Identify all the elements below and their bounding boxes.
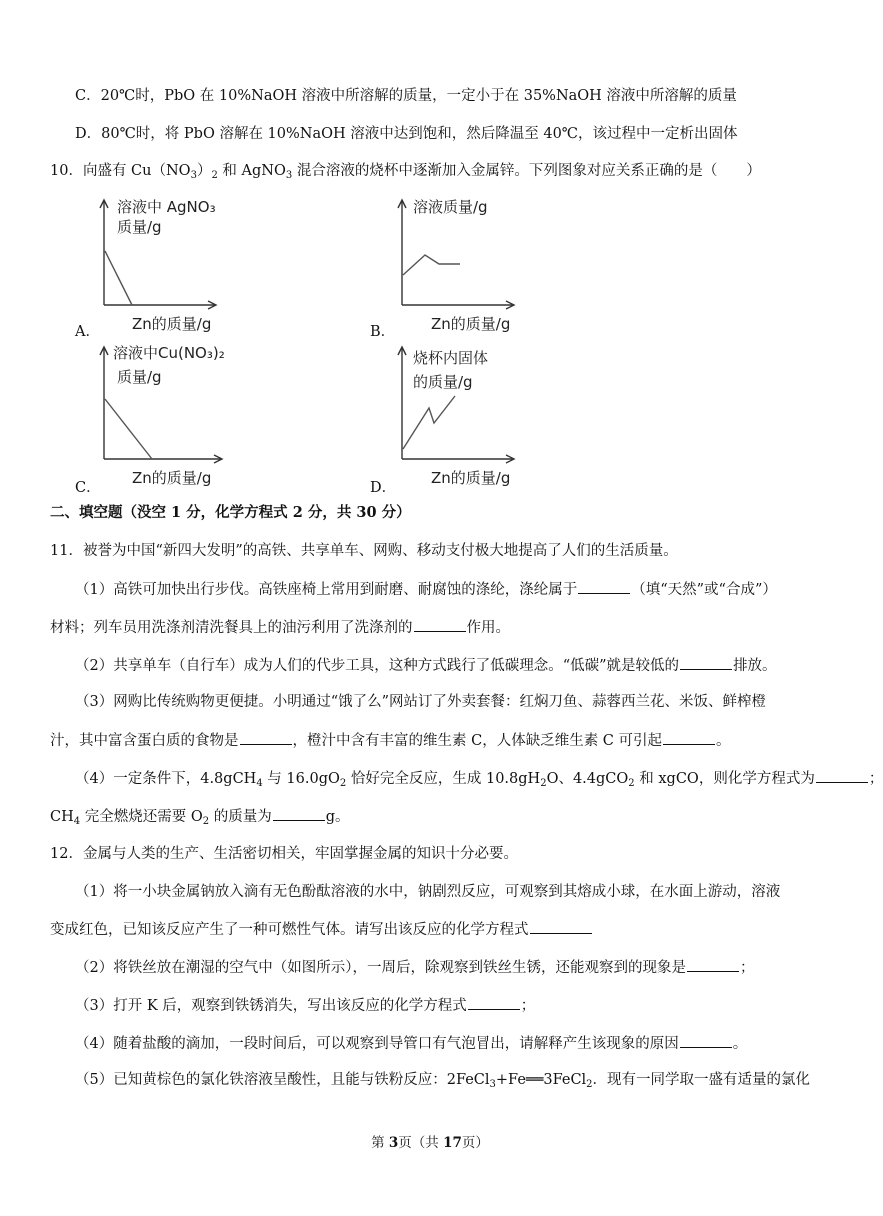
y-axis-label-unit: 的质量/g <box>413 373 473 391</box>
page-total: 17 <box>443 1135 462 1151</box>
page-footer: 第 3页（共 17页） <box>371 1135 489 1151</box>
q11-part3-line1: （3）网购比传统购物更便捷。小明通过“饿了么”网站订了外卖套餐：红焖刀鱼、蒜蓉西兰花、米饭、鲜榨橙 <box>75 694 767 710</box>
q12-part1-line1: （1）将一小块金属钠放入滴有无色酚酞溶液的水中，钠剧烈反应，可观察到其熔成小球，在水面上游动，溶液 <box>75 884 781 900</box>
q11-stem: 11．被誉为中国“新四大发明”的高铁、共享单车、网购、移动支付极大地提高了人们的生活质量。 <box>50 543 678 559</box>
q12-part1-line2: 变成红色，已知该反应产生了一种可燃性气体。请写出该反应的化学方程式 <box>50 919 593 940</box>
answer-blank[interactable] <box>663 730 715 745</box>
q10-chart-c[interactable] <box>95 342 235 492</box>
q12-part5: （5）已知黄棕色的氯化铁溶液呈酸性，且能与铁粉反应：2FeCl$_3$+Fe══3FeCl$_2$．现有一同学取一盛有适量的氯化 <box>75 1072 811 1090</box>
y-axis-label-unit: 质量/g <box>117 218 162 236</box>
x-axis-label: Zn的质量/g <box>132 315 212 333</box>
q10-stem: 10．向盛有 $Cu(NO_3)_2$ 和 AgNO$_3$ 混合溶液的烧杯中逐渐加入金属锌。下列图象对应关系正确的是（ ） <box>50 163 761 181</box>
y-axis-label: 溶液中 AgNO₃ <box>117 198 216 216</box>
answer-blank[interactable] <box>816 768 868 783</box>
q11-part1-line1: （1）高铁可加快出行步伐。高铁座椅上常用到耐磨、耐腐蚀的涤纶，涤纶属于 （填“天然”或“合成”） <box>75 579 777 600</box>
x-axis-label: Zn的质量/g <box>431 315 511 333</box>
q10-chart-b[interactable] <box>393 195 523 335</box>
q11-part4-line1: （4）一定条件下，4.8gCH$_4$ 与 $16.0gO_2$ 恰好完全反应，生成 $10.8gH_2O$、4.4gCO$_2$ 和 xgCO，则化学方程式为 ； <box>75 768 883 789</box>
section-title: 二、填空题（没空 1 分，化学方程式 2 分，共 30 分） <box>50 504 411 521</box>
x-axis-label: Zn的质量/g <box>132 469 212 487</box>
answer-blank[interactable] <box>578 579 630 594</box>
q12-part2: （2）将铁丝放在潮湿的空气中（如图所示），一周后，除观察到铁丝生锈，还能观察到的现象是 ； <box>75 957 754 978</box>
answer-blank[interactable] <box>273 806 325 821</box>
q11-part4-line2: $CH_4$ 完全燃烧还需要 $O_2$ 的质量为 g。 <box>50 806 350 827</box>
q10-chart-a[interactable] <box>95 195 225 335</box>
q10-option-c-label[interactable]: C． <box>75 480 101 496</box>
series-line <box>105 399 152 459</box>
q12-part3: （3）打开 K 后，观察到铁锈消失，写出该反应的化学方程式 ； <box>75 995 535 1016</box>
answer-blank[interactable] <box>530 919 592 934</box>
q12-stem: 12．金属与人类的生产、生活密切相关，牢固掌握金属的知识十分必要。 <box>50 846 518 862</box>
answer-blank[interactable] <box>680 655 732 670</box>
x-axis-label: Zn的质量/g <box>431 469 511 487</box>
series-line <box>403 396 455 449</box>
answer-blank[interactable] <box>414 617 466 632</box>
q12-part4: （4）随着盐酸的滴加，一段时间后，可以观察到导管口有气泡冒出，请解释产生该现象的原因 。 <box>75 1033 747 1054</box>
y-axis-label: 溶液中Cu(NO₃)₂ <box>113 344 225 362</box>
q11-part2: （2）共享单车（自行车）成为人们的代步工具，这种方式践行了低碳理念。“低碳”就是较低的 排放。 <box>75 655 777 676</box>
y-axis-label-unit: 质量/g <box>117 368 162 386</box>
q10-option-a-label[interactable]: A． <box>75 324 100 340</box>
q9-option-c: C．20℃时，PbO 在 10%NaOH 溶液中所溶解的质量，一定小于在 35%NaOH 溶液中所溶解的质量 <box>75 88 737 104</box>
q10-option-d-label[interactable]: D． <box>370 480 397 496</box>
y-axis-label: 烧杯内固体 <box>413 349 489 367</box>
answer-blank[interactable] <box>240 730 292 745</box>
q11-part3-line2: 汁，其中富含蛋白质的食物是 ，橙汁中含有丰富的维生素 C，人体缺乏维生素 C 可引起 。 <box>50 730 731 751</box>
series-line <box>105 251 132 305</box>
answer-blank[interactable] <box>468 995 520 1010</box>
q10-option-b-label[interactable]: B． <box>370 324 396 340</box>
answer-blank[interactable] <box>687 957 739 972</box>
q10-chart-d[interactable] <box>393 342 523 492</box>
y-axis-label: 溶液质量/g <box>413 198 488 216</box>
series-line <box>403 255 460 275</box>
page-number: 3 <box>388 1135 399 1151</box>
q9-option-d: D．80℃时，将 PbO 溶解在 10%NaOH 溶液中达到饱和，然后降温至 40℃，该过程中一定析出固体 <box>75 126 738 142</box>
answer-blank[interactable] <box>680 1033 732 1048</box>
q11-part1-line2: 材料；列车员用洗涤剂清洗餐具上的油污利用了洗涤剂的 作用。 <box>50 617 510 638</box>
